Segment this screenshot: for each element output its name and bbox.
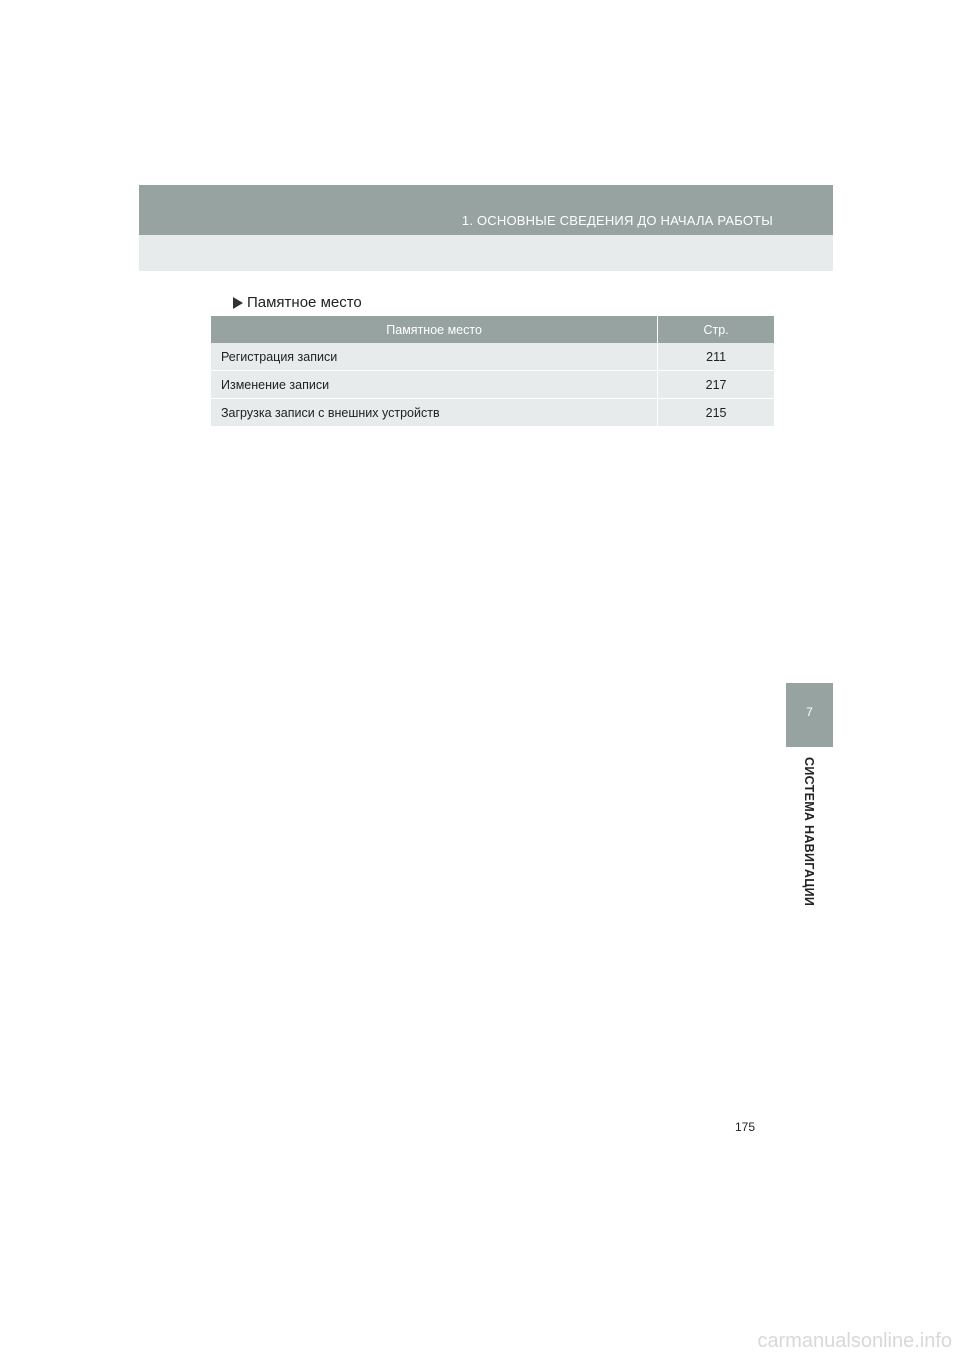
table-row <box>211 343 774 371</box>
row-name: Регистрация записи <box>211 343 658 371</box>
chapter-side-tab <box>786 683 833 747</box>
header-sub-band <box>139 235 833 271</box>
row-page: 211 <box>658 343 774 371</box>
table-row <box>211 399 774 427</box>
row-page: 217 <box>658 371 774 399</box>
chapter-title: 1. ОСНОВНЫЕ СВЕДЕНИЯ ДО НАЧАЛА РАБОТЫ <box>461 213 773 228</box>
chapter-header-band <box>139 185 833 235</box>
reference-table <box>211 316 774 427</box>
table-row <box>211 371 774 399</box>
watermark: carmanualsonline.info <box>757 1330 952 1352</box>
table-header-row <box>211 316 774 343</box>
section-heading <box>233 294 362 311</box>
row-name: Изменение записи <box>211 371 658 399</box>
chapter-caption: СИСТЕМА НАВИГАЦИИ <box>802 757 816 907</box>
column-header-page: Стр. <box>658 316 774 343</box>
chapter-number: 7 <box>806 705 813 719</box>
section-heading-text: Памятное место <box>247 294 362 311</box>
row-page: 215 <box>658 399 774 427</box>
triangle-right-icon <box>233 297 243 309</box>
row-name: Загрузка записи с внешних устройств <box>211 399 658 427</box>
page-number: 175 <box>735 1120 756 1134</box>
column-header-name: Памятное место <box>211 316 658 343</box>
